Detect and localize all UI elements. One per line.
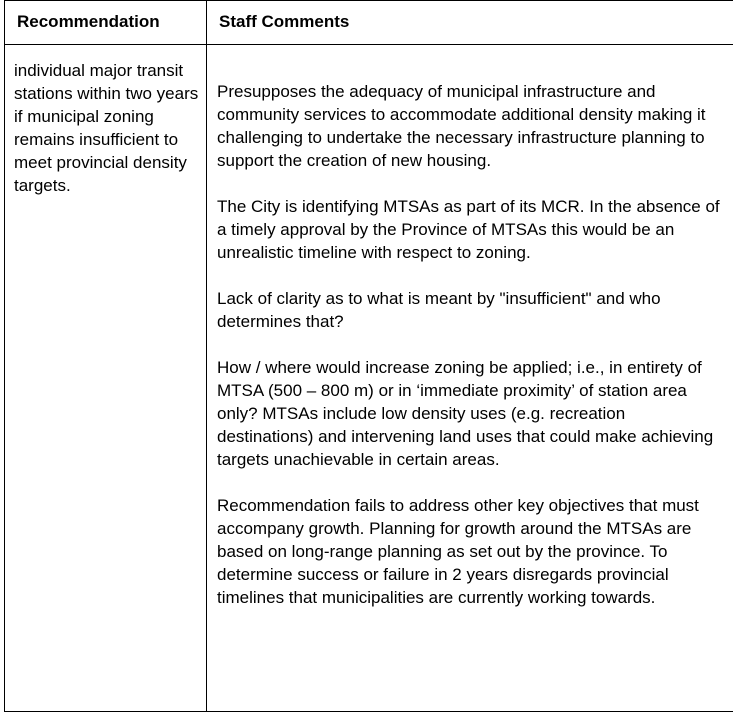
- recommendation-cell: [5, 45, 207, 712]
- comment-paragraph-4: How / where would increase zoning be applied; i.e., in entirety of MTSA (500 – 800 m) or in ‘immediate proximity’ of station area only? MTSAs include low density uses (e.g. recreation destinations) and intervening land uses that could make achieving targets unachievable in certain areas.: [217, 356, 726, 471]
- staff-comments-header: Staff Comments: [207, 1, 733, 45]
- comment-paragraph-1: Presupposes the adequacy of municipal infrastructure and community services to accommodate additional density making it challenging to undertake the necessary infrastructure planning to support the creation of new housing.: [217, 80, 726, 172]
- comment-paragraph-2: The City is identifying MTSAs as part of its MCR. In the absence of a timely approval by the Province of MTSAs this would be an unrealistic timeline with respect to zoning.: [217, 195, 726, 264]
- comment-paragraph-5: Recommendation fails to address other key objectives that must accompany growth. Planning for growth around the MTSAs are based on long-range planning as set out by the province. To determine success or failure in 2 years disregards provincial timelines that municipalities are currently working towards.: [217, 494, 726, 609]
- recommendations-table: [4, 0, 733, 712]
- comment-paragraph-3: Lack of clarity as to what is meant by "insufficient" and who determines that?: [217, 287, 726, 333]
- recommendation-header: Recommendation: [5, 1, 207, 45]
- staff-comments-cell: [207, 45, 733, 712]
- header-row: [5, 1, 733, 45]
- table-row: [5, 45, 733, 712]
- recommendation-text: individual major transit stations within two years if municipal zoning remains insufficient to meet provincial density targets.: [14, 61, 198, 195]
